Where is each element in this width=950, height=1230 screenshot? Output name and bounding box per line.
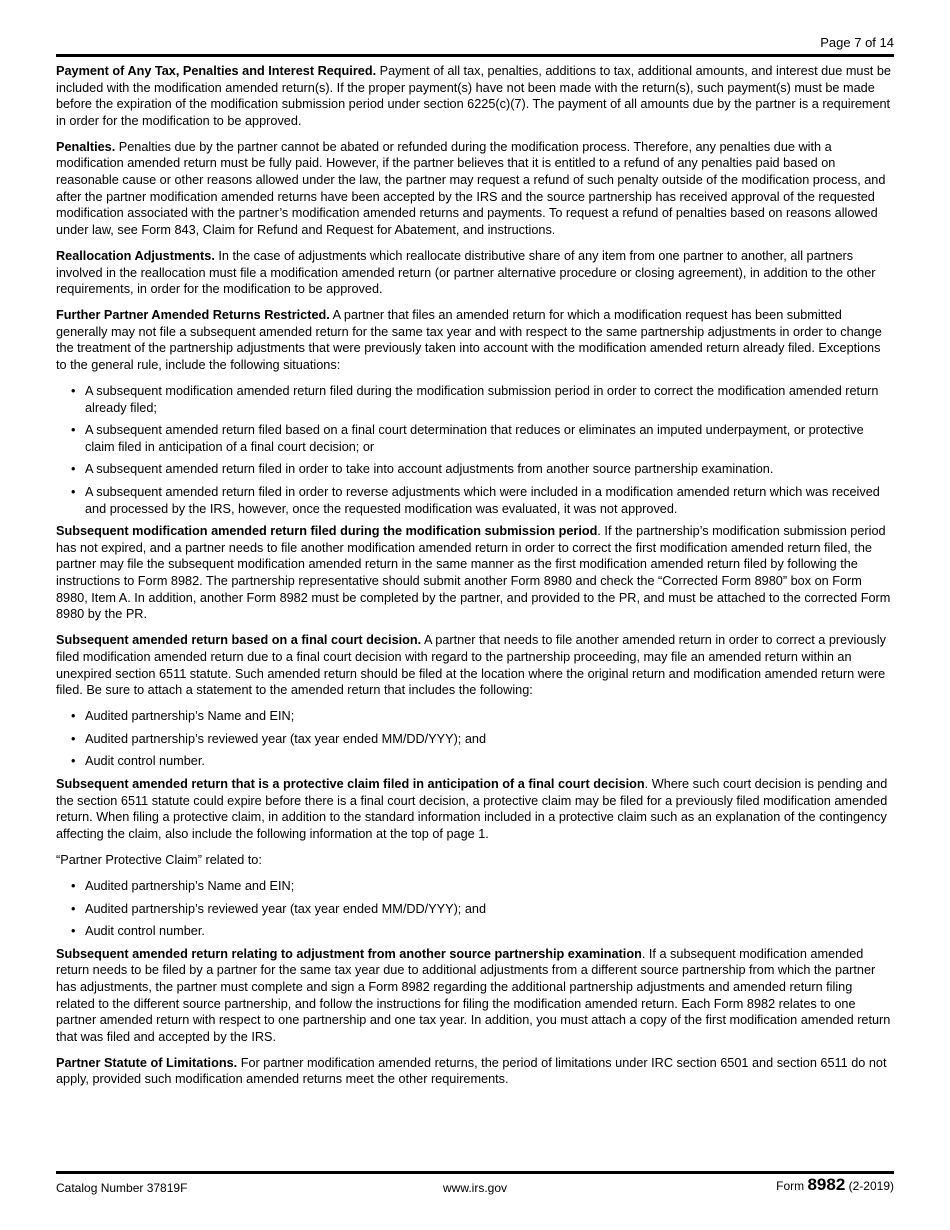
- court-decision-heading: Subsequent amended return based on a final court decision.: [56, 633, 422, 648]
- bullet-icon: •: [71, 901, 76, 916]
- bullet-icon: •: [71, 709, 76, 724]
- form-identifier: [776, 1177, 894, 1195]
- footer: [56, 1175, 894, 1200]
- court-decision-paragraph: [56, 632, 894, 698]
- protective-claim-heading: Subsequent amended return that is a protective claim filed in anticipation of a final court decision: [56, 776, 645, 791]
- bullet-icon: •: [71, 924, 76, 939]
- subsequent-modification-heading: Subsequent modification amended return filed during the modification submission period: [56, 524, 598, 539]
- protective-claim-text: . Where such court decision is pending and the section 6511 statute could expire before there is a final court decision, a protective claim may be filed for a previously filed modification amended return. When filing a protective claim, in addition to the standard information included in a protective claim such as an explanation of the contingency affecting the claim, also include the following information at the top of page 1.: [56, 776, 888, 841]
- payment-heading: Payment of Any Tax, Penalties and Interest Required.: [56, 64, 377, 78]
- header-rule: [56, 54, 894, 57]
- bullet-icon: •: [71, 485, 76, 500]
- subsequent-modification-text: . If the partnership’s modification submission period has not expired, and a partner needs to file another modification amended return in order to correct the first modification amended return filed, the partner may file the subsequent modification amended return in the same manner as the first modification amended return filed by following the instructions to Form 8982. The partnership representative should submit another Form 8980 and check the “Corrected Form 8980” box on Form 8980, Item A. In addition, another Form 8982 must be completed by the partner, and provided to the PR, and must be attached to the corrected Form 8980 by the PR.: [56, 524, 891, 622]
- bullet-icon: •: [71, 423, 76, 438]
- list-item: • Audit control number.: [71, 754, 205, 769]
- protective-claim-paragraph: [56, 776, 894, 842]
- list-item: • A subsequent amended return filed in order to reverse adjustments which were included in a modification amended return which was received and processed by the IRS, however, once the requested modification was evaluated, it was not approved.: [71, 485, 880, 516]
- subsequent-modification-paragraph: [56, 523, 894, 623]
- reallocation-text: In the case of adjustments which reallocate distributive share of any item from one partner to another, all partners involved in the reallocation must file a modification amended return (or partner alternative procedure or closing agreement), in addition to the other requirements, in order for the modification to be approved.: [56, 248, 876, 297]
- penalties-paragraph: [56, 139, 894, 239]
- penalties-heading: Penalties.: [56, 139, 116, 154]
- list-item: • Audited partnership’s Name and EIN;: [71, 709, 295, 724]
- payment-paragraph: [56, 63, 894, 129]
- court-decision-list: [56, 708, 894, 770]
- statute-paragraph: [56, 1055, 894, 1088]
- reallocation-heading: Reallocation Adjustments.: [56, 248, 215, 263]
- footer-rule: [56, 1171, 894, 1174]
- list-item: • A subsequent amended return filed based on a final court determination that reduces or eliminates an imputed underpayment, or protective claim filed in anticipation of a final court decision; or: [71, 423, 864, 454]
- another-source-paragraph: [56, 946, 894, 1046]
- further-exceptions-list: [56, 383, 894, 517]
- protective-claim-label: “Partner Protective Claim” related to:: [56, 852, 262, 867]
- bullet-icon: •: [71, 462, 76, 477]
- catalog-number: Catalog Number 37819F: [56, 1181, 188, 1195]
- bullet-icon: •: [71, 754, 76, 769]
- protective-claim-list: [56, 878, 894, 940]
- list-item: • Audit control number.: [71, 924, 205, 939]
- another-source-text: . If a subsequent modification amended return needs to be filed by a partner for the same tax year due to additional adjustments from a different source partnership from which the partner has adjustments, the partner must complete and sign a Form 8982 regarding the additional partnership adjustments and amended return filing related to the different source partnership, and follow the instructions for filing the modification amended return. Each Form 8982 relates to one partner amended return with respect to one partnership and one tax year. In addition, you must attach a copy of the first modification amended return that was filed and accepted by the IRS.: [56, 946, 891, 1044]
- payment-text: Payment of all tax, penalties, additions to tax, additional amounts, and interest due must be included with the modification amended return(s). If the proper payment(s) have not been made with the return(s), such payment(s) must be made before the expiration of the modification submission period under section 6225(c)(7). The payment of all amounts due by the partner is a requirement in order for the modification to be approved.: [56, 64, 891, 128]
- court-decision-text: A partner that needs to file another amended return in order to correct a previously filed modification amended return due to a final court decision with regard to the partnership proceeding, may file an amended return within an unexpired section 6511 statute. Such amended return should be filed at the location where the original return and modification amended return were filed. Be sure to attach a statement to the amended return that includes the following:: [56, 633, 886, 698]
- penalties-text: Penalties due by the partner cannot be abated or refunded during the modification process. Therefore, any penalties due with a modification amended return must be fully paid. However, if the partner believes that it is entitled to a refund of any penalties paid based on reasonable cause or other reasons allowed under the law, the partner may request a refund of such penalty outside of the modification process, and after the partner modification amended returns have been accepted by the IRS and the source partnership has received approval of the requested modification associated with the partner’s modification amended returns and payments. To request a refund of penalties based on reasons allowed under law, see Form 843, Claim for Refund and Request for Abatement, and instructions.: [56, 139, 886, 237]
- list-item: • Audited partnership’s reviewed year (tax year ended MM/DD/YYY); and: [71, 731, 487, 746]
- bullet-icon: •: [71, 384, 76, 399]
- bullet-icon: •: [71, 878, 76, 893]
- reallocation-paragraph: [56, 248, 894, 298]
- bullet-icon: •: [71, 731, 76, 746]
- document-body: [56, 63, 894, 1097]
- another-source-heading: Subsequent amended return relating to adjustment from another source partnership examination: [56, 946, 642, 961]
- further-text: A partner that files an amended return for which a modification request has been submitted generally may not file a subsequent amended return for the same tax year and with respect to the same partnership adjustments in order to change the treatment of the partnership adjustments that were previously taken into account with the modification amended return already filed. Exceptions to the general rule, include the following situations:: [56, 308, 882, 372]
- list-item: • Audited partnership’s Name and EIN;: [71, 878, 295, 893]
- website-link: www.irs.gov: [442, 1181, 507, 1195]
- form-prefix: Form: [776, 1179, 805, 1193]
- list-item: • A subsequent amended return filed in order to take into account adjustments from another source partnership examination.: [71, 462, 774, 477]
- statute-heading: Partner Statute of Limitations.: [56, 1055, 238, 1070]
- list-item: • A subsequent modification amended return filed during the modification submission period in order to correct the modification amended return already filed;: [71, 384, 879, 415]
- further-heading: Further Partner Amended Returns Restricted.: [56, 308, 330, 323]
- further-paragraph: [56, 307, 894, 373]
- form-revision: (2-2019): [848, 1179, 894, 1193]
- form-number: 8982: [807, 1175, 846, 1194]
- statute-text: For partner modification amended returns, the period of limitations under IRC section 6501 and section 6511 do not apply, provided such modification amended returns meet the other requirements.: [56, 1055, 887, 1087]
- list-item: • Audited partnership’s reviewed year (tax year ended MM/DD/YYY); and: [71, 901, 487, 916]
- page-number: Page 7 of 14: [820, 35, 894, 50]
